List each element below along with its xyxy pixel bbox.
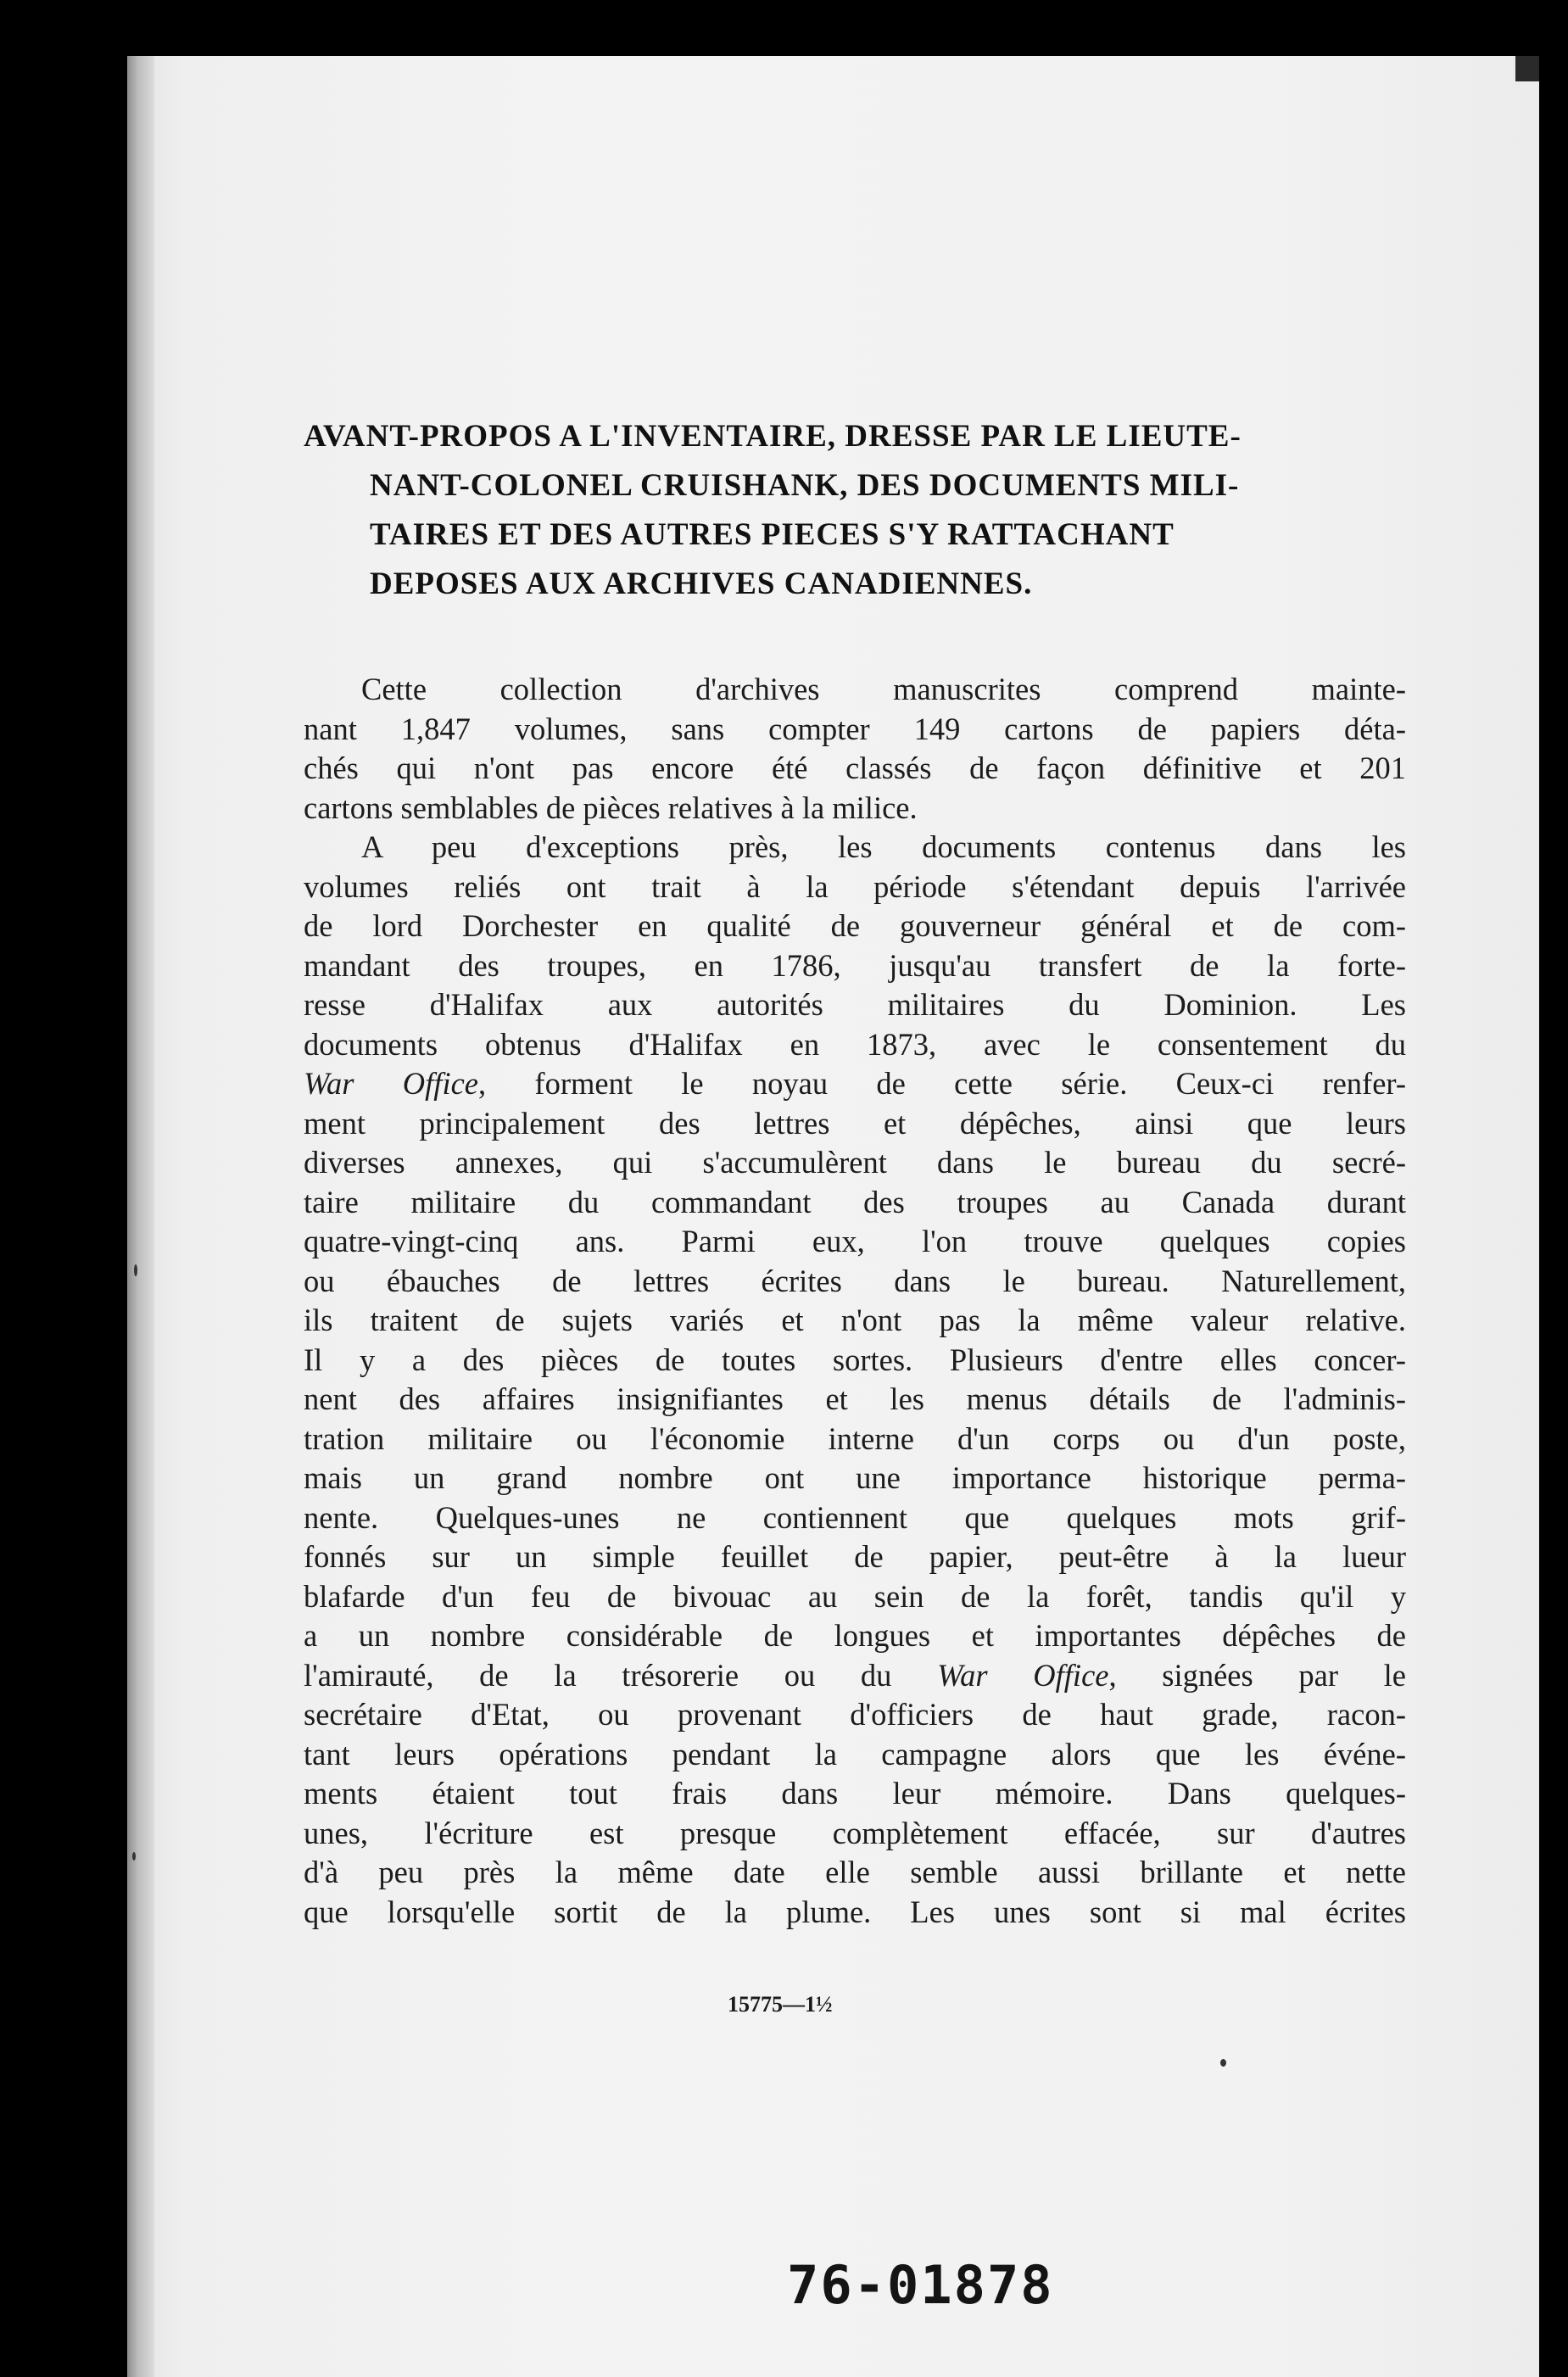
body-line: blafarde d'un feu de bivouac au sein de la forêt, tandis qu'il y	[304, 1578, 1406, 1614]
body-line: que lorsqu'elle sortit de la plume. Les unes sont si mal écrites	[304, 1894, 1406, 1929]
body-line: nant 1,847 volumes, sans compter 149 cartons de papiers déta-	[304, 711, 1406, 746]
body-line: tration militaire ou l'économie interne d'un corps ou d'un poste,	[304, 1420, 1406, 1456]
corner-mark	[1515, 56, 1539, 81]
body-line: a un nombre considérable de longues et importantes dépêches de	[304, 1618, 1406, 1653]
folio-number: 15775—1½	[728, 1992, 833, 2017]
body-line: l'amirauté, de la trésorerie ou du War Office, signées par le	[304, 1657, 1406, 1693]
body-line: A peu d'exceptions près, les documents contenus dans les	[361, 829, 1406, 864]
document-heading	[304, 412, 1406, 609]
body-line: de lord Dorchester en qualité de gouverneur général et de com-	[304, 908, 1406, 943]
body-text	[304, 670, 1406, 1932]
body-line: nente. Quelques-unes ne contiennent que quelques mots grif-	[304, 1499, 1406, 1535]
scan-speck	[132, 1852, 136, 1861]
body-line: d'à peu près la même date elle semble aussi brillante et nette	[304, 1855, 1406, 1889]
scanned-page	[127, 56, 1539, 2377]
heading-line: DEPOSES AUX ARCHIVES CANADIENNES.	[370, 566, 1033, 601]
microfilm-stamp: 76-01878	[787, 2254, 1054, 2316]
body-line: secrétaire d'Etat, ou provenant d'officiers de haut grade, racon-	[304, 1697, 1406, 1732]
body-line: mandant des troupes, en 1786, jusqu'au transfert de la forte-	[304, 947, 1406, 983]
body-line: ment principalement des lettres et dépêches, ainsi que leurs	[304, 1105, 1406, 1141]
heading-line: TAIRES ET DES AUTRES PIECES S'Y RATTACHANT	[370, 517, 1175, 552]
heading-line: AVANT-PROPOS A L'INVENTAIRE, DRESSE PAR LE LIEUTE-	[304, 419, 1242, 454]
body-line: chés qui n'ont pas encore été classés de façon définitive et 201	[304, 750, 1406, 785]
body-line: unes, l'écriture est presque complètement effacée, sur d'autres	[304, 1815, 1406, 1850]
scan-speck	[134, 1264, 137, 1276]
body-line: taire militaire du commandant des troupes au Canada durant	[304, 1184, 1406, 1219]
body-line: resse d'Halifax aux autorités militaires du Dominion. Les	[304, 987, 1406, 1022]
body-line: cartons semblables de pièces relatives à la milice.	[304, 790, 918, 825]
body-line: documents obtenus d'Halifax en 1873, avec le consentement du	[304, 1026, 1406, 1062]
body-line: Il y a des pièces de toutes sortes. Plusieurs d'entre elles concer-	[304, 1342, 1406, 1377]
body-line: quatre-vingt-cinq ans. Parmi eux, l'on trouve quelques copies	[304, 1224, 1406, 1258]
page-gutter-shadow	[127, 56, 154, 2377]
body-line: War Office, forment le noyau de cette série. Ceux-ci renfer-	[304, 1066, 1406, 1101]
scan-speck	[1220, 2059, 1226, 2067]
body-line: fonnés sur un simple feuillet de papier, peut-être à la lueur	[304, 1539, 1406, 1574]
body-line: mais un grand nombre ont une importance historique perma-	[304, 1460, 1406, 1495]
body-line: nent des affaires insignifiantes et les menus détails de l'adminis-	[304, 1381, 1406, 1416]
heading-line: NANT-COLONEL CRUISHANK, DES DOCUMENTS MILI-	[370, 468, 1240, 503]
body-line: volumes reliés ont trait à la période s'étendant depuis l'arrivée	[304, 868, 1406, 904]
body-line: ou ébauches de lettres écrites dans le bureau. Naturellement,	[304, 1263, 1406, 1298]
italic-term: War Office	[937, 1657, 1109, 1693]
body-line: ments étaient tout frais dans leur mémoire. Dans quelques-	[304, 1776, 1406, 1811]
body-line: diverses annexes, qui s'accumulèrent dans le bureau du secré-	[304, 1145, 1406, 1180]
body-line: ils traitent de sujets variés et n'ont pas la même valeur relative.	[304, 1303, 1406, 1337]
body-line: Cette collection d'archives manuscrites comprend mainte-	[361, 672, 1406, 706]
italic-term: War Office	[304, 1066, 478, 1101]
body-line: tant leurs opérations pendant la campagne alors que les événe-	[304, 1736, 1406, 1772]
